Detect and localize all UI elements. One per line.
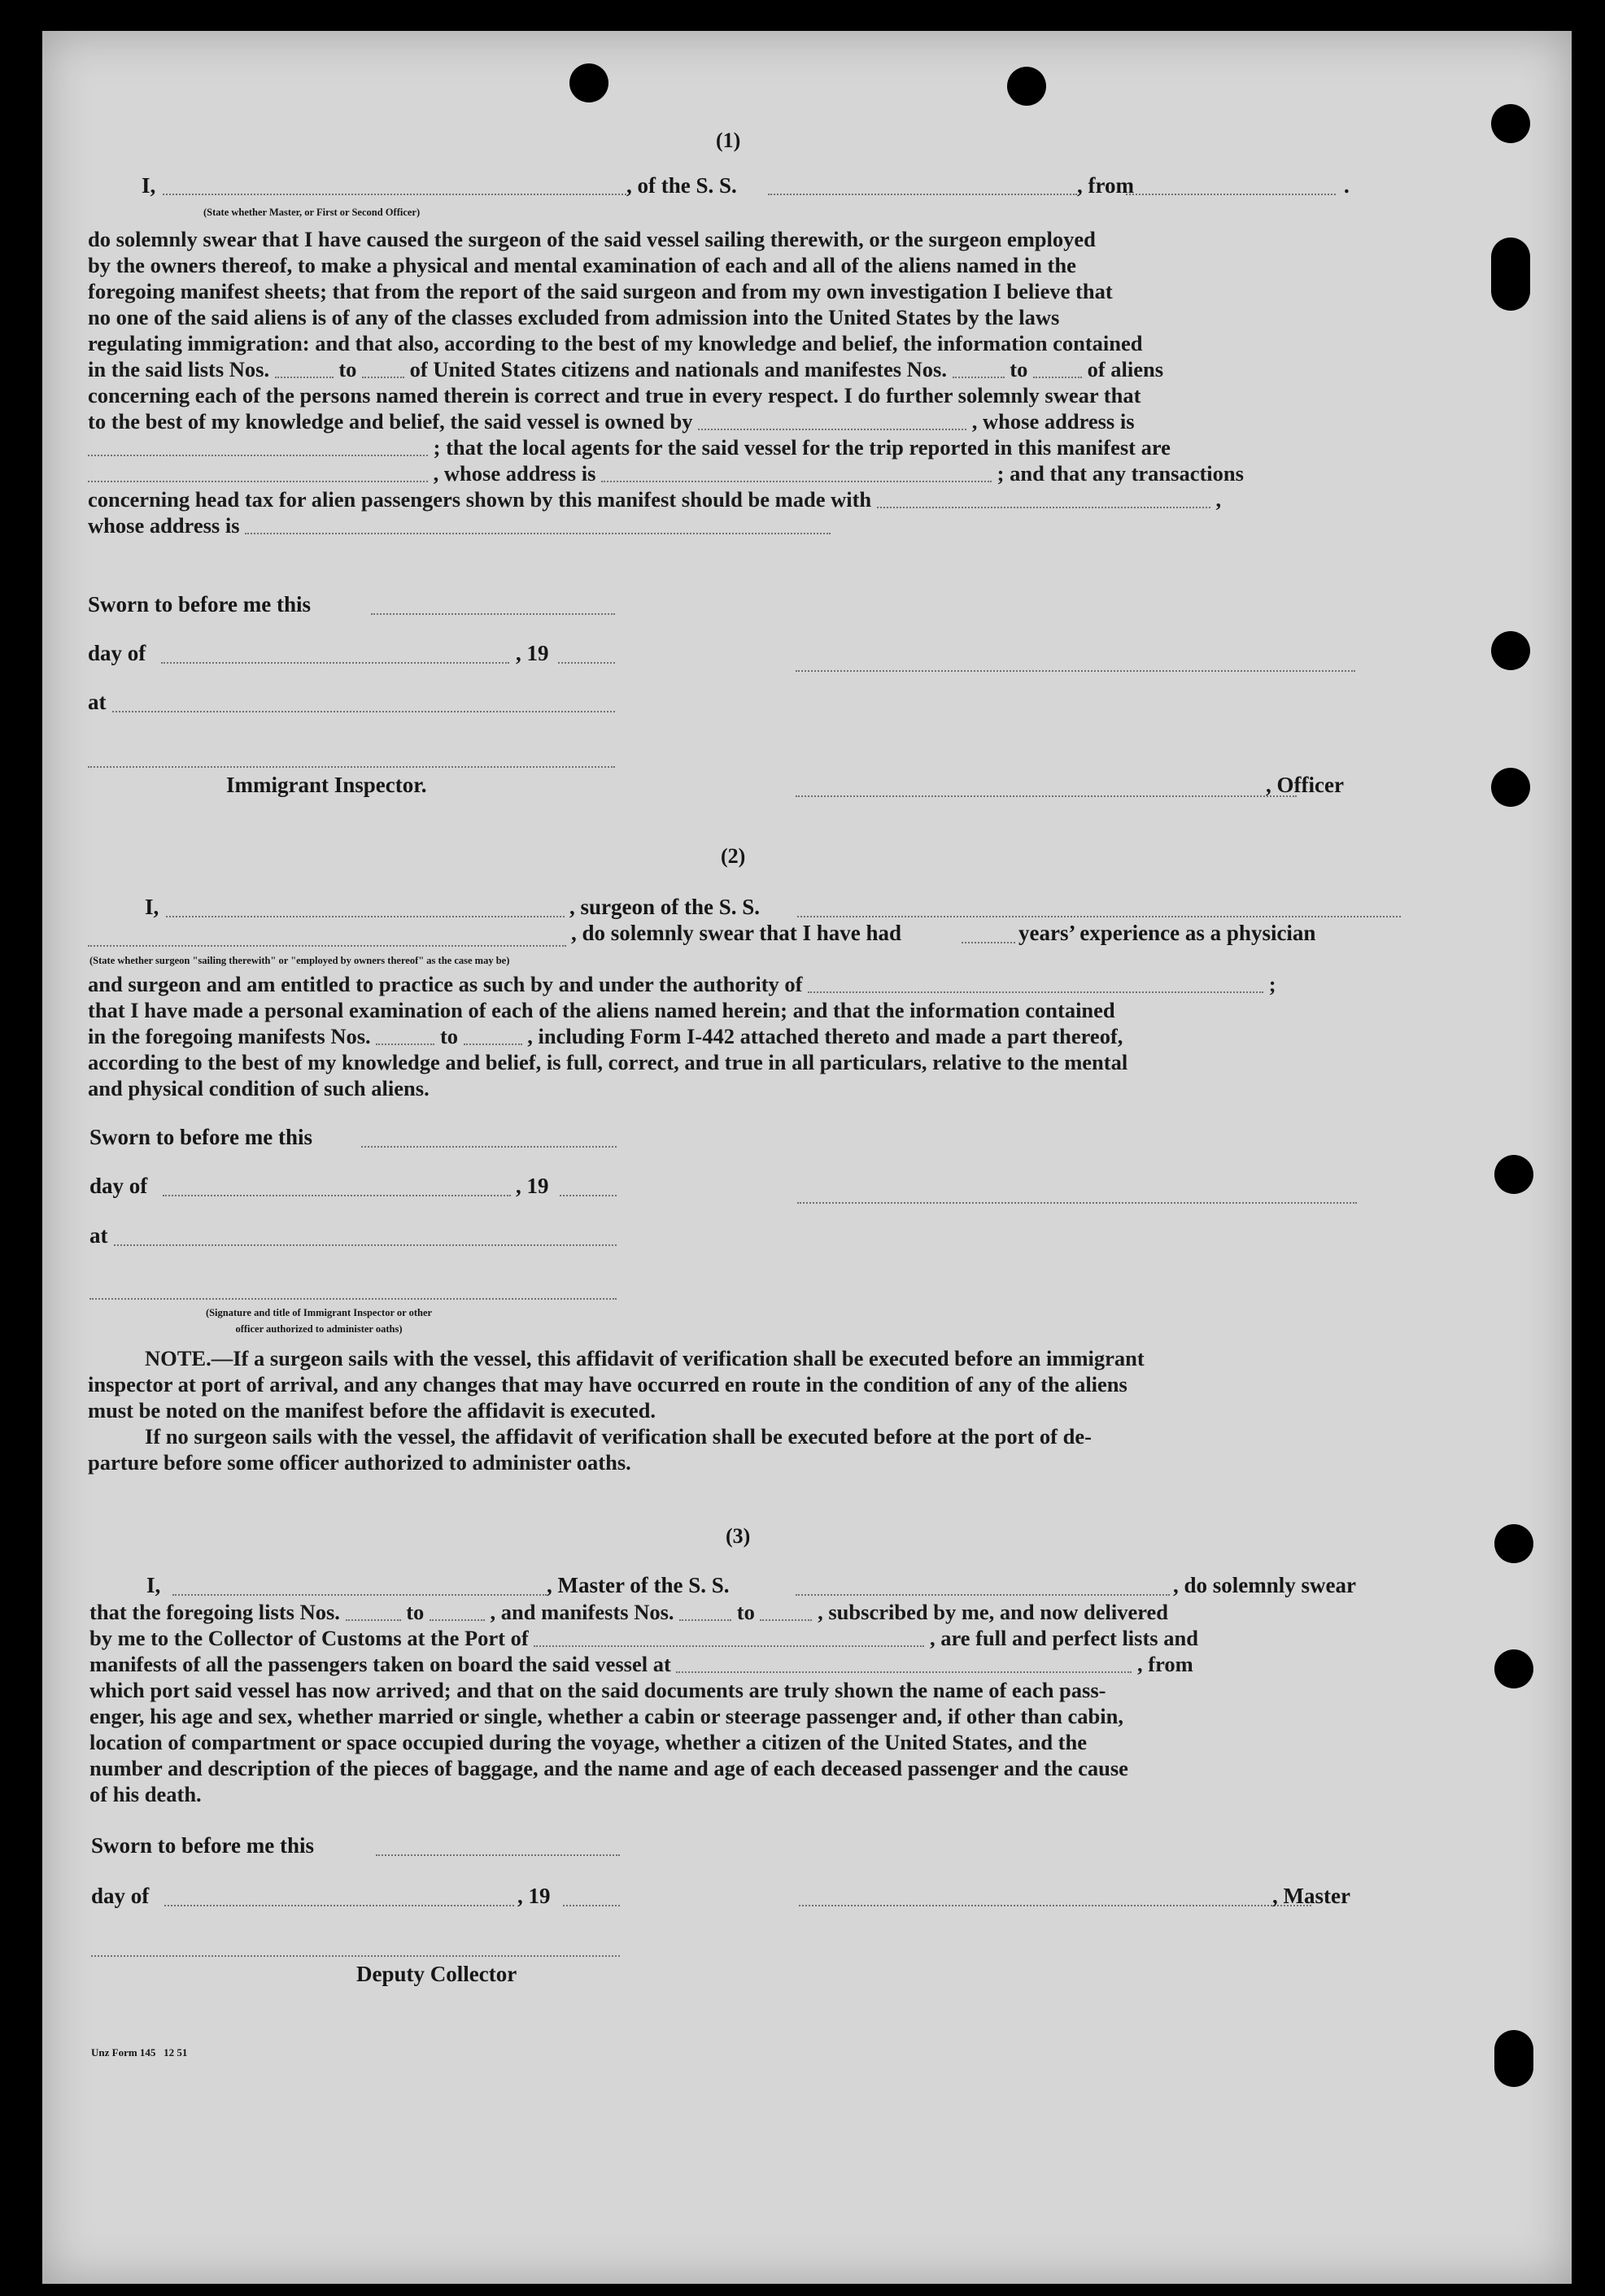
s1-headtax-address-field[interactable]: [245, 532, 831, 534]
s3-swear-label: , do solemnly swear: [1173, 1573, 1356, 1597]
s2-note-line: must be noted on the manifest before the affidavit is executed.: [88, 1398, 656, 1422]
s2-surgeon-name-field[interactable]: [166, 916, 565, 917]
s1-headtax-field[interactable]: [877, 506, 1210, 508]
form-sheet: [42, 31, 1572, 2284]
s1-agents-address-field[interactable]: [601, 480, 992, 482]
s1-list-from-field[interactable]: [275, 376, 334, 378]
s1-inspector-label: Immigrant Inspector.: [226, 773, 427, 797]
s3-lists-line: that the foregoing lists Nos. to , and manifests Nos. to , subscribed by me, and now delivered: [89, 1600, 1169, 1624]
s2-i-label: I,: [145, 895, 159, 919]
s1-at-label: at: [88, 690, 107, 714]
s2-authority-field[interactable]: [808, 991, 1263, 993]
s1-line: by the owners thereof, to make a physical and mental examination of each and all of the aliens named in the: [88, 253, 1076, 277]
s2-day-field[interactable]: [163, 1195, 511, 1196]
s2-signature-note-line: (Signature and title of Immigrant Inspector or other: [205, 1307, 433, 1318]
s3-list-from-field[interactable]: [346, 1619, 401, 1621]
punch-hole: [1491, 768, 1530, 807]
s2-surgeon-of-label: , surgeon of the S. S.: [569, 895, 761, 919]
s2-manifest-to-field[interactable]: [464, 1043, 522, 1045]
s1-line: regulating immigration: and that also, according to the best of my knowledge and belief, the information contained: [88, 331, 1143, 355]
s1-at-field[interactable]: [112, 711, 615, 712]
s2-state-note: (State whether surgeon "sailing therewith" or "employed by owners thereof" as the case may be): [89, 955, 510, 966]
s1-list-to-field[interactable]: [362, 376, 404, 378]
punch-hole: [1494, 1649, 1533, 1688]
s2-signature-field[interactable]: [797, 1202, 1357, 1204]
s1-line: no one of the said aliens is of any of the classes excluded from admission into the United States by the laws: [88, 305, 1060, 329]
s1-from-label: , from: [1077, 173, 1134, 198]
s3-master-name-field[interactable]: [172, 1594, 547, 1596]
s2-year-field[interactable]: [560, 1195, 617, 1196]
s1-manifest-from-field[interactable]: [953, 376, 1005, 378]
punch-hole: [1494, 2030, 1533, 2087]
s2-surgeon-type-field[interactable]: [88, 945, 566, 947]
s2-year-label: , 19: [516, 1174, 549, 1198]
s2-signature-note: [148, 1305, 490, 1337]
s2-note-line: parture before some officer authorized to administer oaths.: [88, 1450, 631, 1475]
s1-officer-signature-field[interactable]: [796, 795, 1297, 797]
s1-state-note: (State whether Master, or First or Second Officer): [203, 207, 421, 218]
s2-note: [88, 1345, 1401, 1475]
s2-exam-line: that I have made a personal examination of each of the aliens named herein; and that the information contained: [88, 998, 1115, 1022]
s2-years-field[interactable]: [962, 942, 1015, 943]
punch-hole: [569, 63, 608, 102]
s1-day-field[interactable]: [161, 662, 509, 664]
s3-paragraph: [89, 1599, 1402, 1807]
s1-agents-field[interactable]: [88, 480, 428, 482]
s3-day-field[interactable]: [164, 1905, 514, 1906]
s1-owner-field[interactable]: [698, 428, 966, 430]
s1-line: foregoing manifest sheets; that from the report of the said surgeon and from my own investigation I believe that: [88, 279, 1113, 303]
s1-vessel-field[interactable]: [768, 194, 1077, 195]
s2-sworn-label: Sworn to before me this: [89, 1125, 312, 1149]
s2-manifests-line: in the foregoing manifests Nos. to , including Form I-442 attached thereto and made a part thereof,: [88, 1024, 1123, 1048]
s1-headtax-line: concerning head tax for alien passengers shown by this manifest should be made with ,: [88, 487, 1222, 512]
s3-i-label: I,: [146, 1573, 161, 1597]
s1-from-field[interactable]: [1126, 194, 1336, 195]
s2-line: and physical condition of such aliens.: [88, 1076, 430, 1100]
s3-deputy-signature-field[interactable]: [91, 1955, 620, 1957]
s3-day-of-label: day of: [91, 1884, 150, 1908]
punch-hole: [1494, 1524, 1533, 1563]
s1-address-line: , whose address is ; and that any transactions: [88, 460, 1401, 486]
punch-hole: [1494, 1155, 1533, 1194]
s2-line: according to the best of my knowledge and belief, is full, correct, and true in all particulars, relative to the mental: [88, 1050, 1128, 1074]
s1-owner-address-field[interactable]: [88, 454, 428, 456]
s2-day-of-label: day of: [89, 1174, 148, 1198]
s2-note-line: inspector at port of arrival, and any changes that may have occurred en route in the condition of any of the aliens: [88, 1372, 1127, 1396]
s3-line: of his death.: [89, 1782, 202, 1806]
s3-year-label: , 19: [517, 1884, 551, 1908]
s1-i-label: I,: [142, 173, 156, 198]
s3-manifest-to-field[interactable]: [760, 1619, 812, 1621]
form-id: Unz Form 145 12 51: [91, 2046, 188, 2059]
punch-hole: [1007, 67, 1046, 106]
s1-signature-field[interactable]: [796, 670, 1355, 672]
s2-years-label: years’ experience as a physician: [1018, 921, 1316, 945]
s1-paragraph: [88, 226, 1401, 538]
s3-manifest-from-field[interactable]: [679, 1619, 731, 1621]
s3-port-line: by me to the Collector of Customs at the Port of , are full and perfect lists and: [89, 1626, 1198, 1650]
s3-line: number and description of the pieces of baggage, and the name and age of each deceased passenger and the cause: [89, 1756, 1128, 1780]
s3-line: location of compartment or space occupied during the voyage, whether a citizen of the United States, and the: [89, 1730, 1088, 1754]
s3-year-field[interactable]: [563, 1905, 620, 1906]
s2-paragraph: [88, 971, 1401, 1101]
s3-list-to-field[interactable]: [430, 1619, 485, 1621]
s3-master-of-label: , Master of the S. S.: [547, 1573, 730, 1597]
s1-agents-line: ; that the local agents for the said vessel for the trip reported in this manifest are: [88, 434, 1401, 460]
s3-sworn-field[interactable]: [376, 1854, 620, 1856]
punch-hole: [1491, 237, 1530, 311]
s1-manifest-to-field[interactable]: [1033, 376, 1082, 378]
s1-officer-field[interactable]: [163, 194, 626, 195]
s1-owned-line: to the best of my knowledge and belief, the said vessel is owned by , whose address is: [88, 409, 1135, 433]
s2-swear-label: , do solemnly swear that I have had: [571, 921, 902, 945]
s3-deputy-label: Deputy Collector: [356, 1962, 517, 1986]
s3-line: which port said vessel has now arrived; and that on the said documents are truly shown the name of each pass-: [89, 1678, 1106, 1702]
s1-header-end: .: [1344, 173, 1350, 198]
section-3-number: (3): [726, 1524, 751, 1548]
s1-whose-line: whose address is: [88, 512, 1401, 538]
punch-hole: [1491, 104, 1530, 143]
s1-inspector-signature-field[interactable]: [88, 766, 615, 768]
section-2-number: (2): [721, 844, 746, 868]
s3-vessel-field[interactable]: [796, 1594, 1170, 1596]
s2-note-line: If no surgeon sails with the vessel, the affidavit of verification shall be executed before at the port of de-: [145, 1424, 1092, 1449]
s2-vessel-field[interactable]: [797, 916, 1401, 917]
s3-board-line: manifests of all the passengers taken on board the said vessel at , from: [89, 1652, 1193, 1676]
s1-year-field[interactable]: [558, 662, 615, 664]
s1-year-label: , 19: [516, 641, 549, 665]
s3-master-signature-field[interactable]: [799, 1905, 1311, 1906]
s1-sworn-label: Sworn to before me this: [88, 592, 311, 616]
s3-master-label: , Master: [1272, 1884, 1350, 1908]
s2-at-field[interactable]: [114, 1244, 617, 1246]
s2-inspector-signature-field[interactable]: [89, 1298, 617, 1300]
s1-line: concerning each of the persons named therein is correct and true in every respect. I do further solemnly swear that: [88, 383, 1141, 407]
s2-at-label: at: [89, 1223, 108, 1248]
s2-sworn-field[interactable]: [361, 1146, 617, 1148]
section-1-number: (1): [716, 129, 741, 152]
s1-sworn-field[interactable]: [371, 613, 615, 615]
s1-officer-label: , Officer: [1266, 773, 1344, 797]
s2-manifest-from-field[interactable]: [376, 1043, 434, 1045]
s2-signature-note-line: officer authorized to administer oaths): [235, 1323, 403, 1335]
s1-line: do solemnly swear that I have caused the surgeon of the said vessel sailing therewith, or the surgeon employed: [88, 227, 1096, 251]
s1-lists-line: in the said lists Nos. to of United States citizens and nationals and manifestes Nos. to of aliens: [88, 357, 1164, 381]
punch-hole: [1491, 631, 1530, 670]
s3-line: enger, his age and sex, whether married or single, whether a cabin or steerage passenger and, if other than cabin,: [89, 1704, 1123, 1728]
s3-port-field[interactable]: [534, 1645, 924, 1647]
s2-authority-line: and surgeon and am entitled to practice as such by and under the authority of ;: [88, 972, 1276, 996]
s1-of-ss-label: , of the S. S.: [626, 173, 737, 198]
s3-sworn-label: Sworn to before me this: [91, 1833, 314, 1858]
s3-board-port-field[interactable]: [676, 1671, 1132, 1673]
s2-note-line: NOTE.—If a surgeon sails with the vessel, this affidavit of verification shall be executed before an immigrant: [145, 1346, 1145, 1370]
s1-day-of-label: day of: [88, 641, 146, 665]
